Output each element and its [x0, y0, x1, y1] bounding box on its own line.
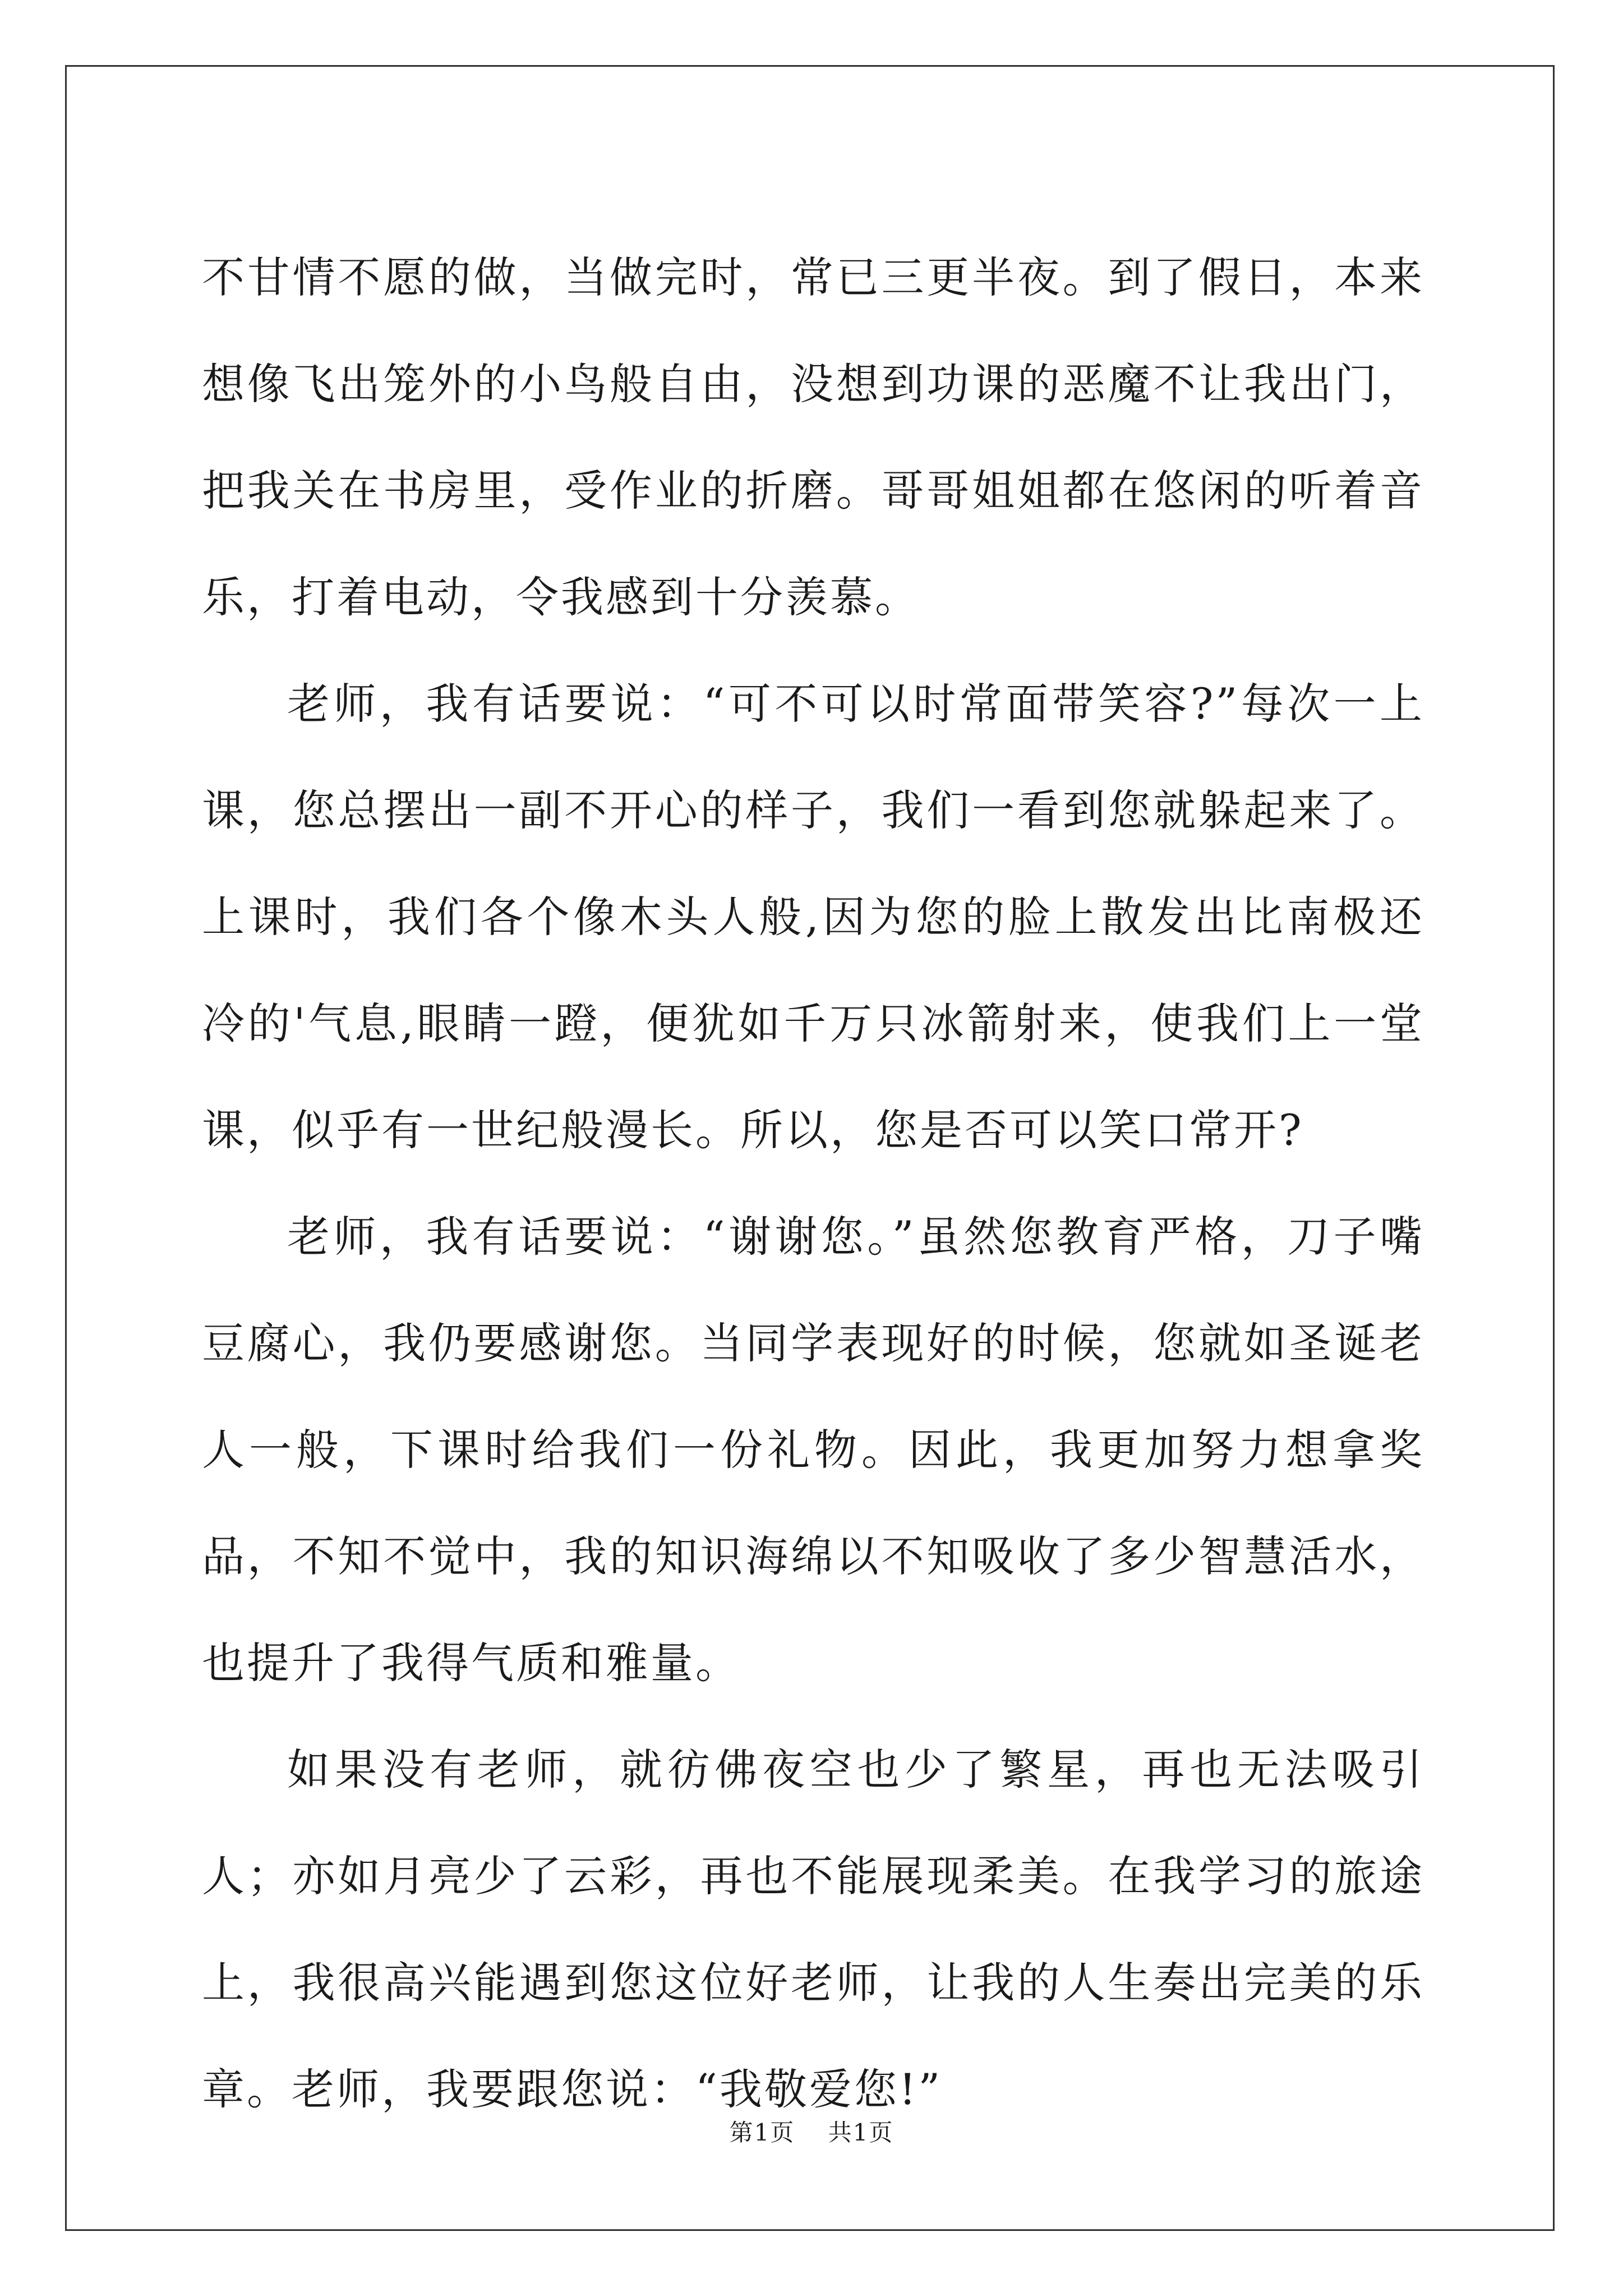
paragraph: 如果没有老师，就彷佛夜空也少了繁星，再也无法吸引人；亦如月亮少了云彩，再也不能展现柔美。在我学习的旅途上，我很高兴能遇到您这位好老师，让我的人生奏出完美的乐章。老师，我要跟您说：“我敬爱您!” [202, 1745, 1424, 2114]
page-footer [0, 2116, 1623, 2150]
page-number: 第1页 [729, 2119, 795, 2146]
paragraph: 不甘情不愿的做，当做完时，常已三更半夜。到了假日，本来想像飞出笼外的小鸟般自由，没想到功课的恶魔不让我出门，把我关在书房里，受作业的折磨。哥哥姐姐都在悠闲的听着音乐，打着电动，令我感到十分羡慕。 [202, 252, 1424, 622]
document-body [202, 224, 1424, 2143]
paragraph: 老师，我有话要说：“谢谢您。”虽然您教育严格，刀子嘴豆腐心，我仍要感谢您。当同学表现好的时候，您就如圣诞老人一般，下课时给我们一份礼物。因此，我更加努力想拿奖品，不知不觉中，我的知识海绵以不知吸收了多少智慧活水，也提升了我得气质和雅量。 [202, 1212, 1424, 1688]
page-count: 共1页 [828, 2119, 894, 2146]
paragraph: 老师，我有话要说：“可不可以时常面带笑容?”每次一上课，您总摆出一副不开心的样子，我们一看到您就躲起来了。上课时，我们各个像木头人般,因为您的脸上散发出比南极还冷的'气息,眼睛一蹬，便犹如千万只冰箭射来，使我们上一堂课，似乎有一世纪般漫长。所以，您是否可以笑口常开? [202, 679, 1424, 1155]
